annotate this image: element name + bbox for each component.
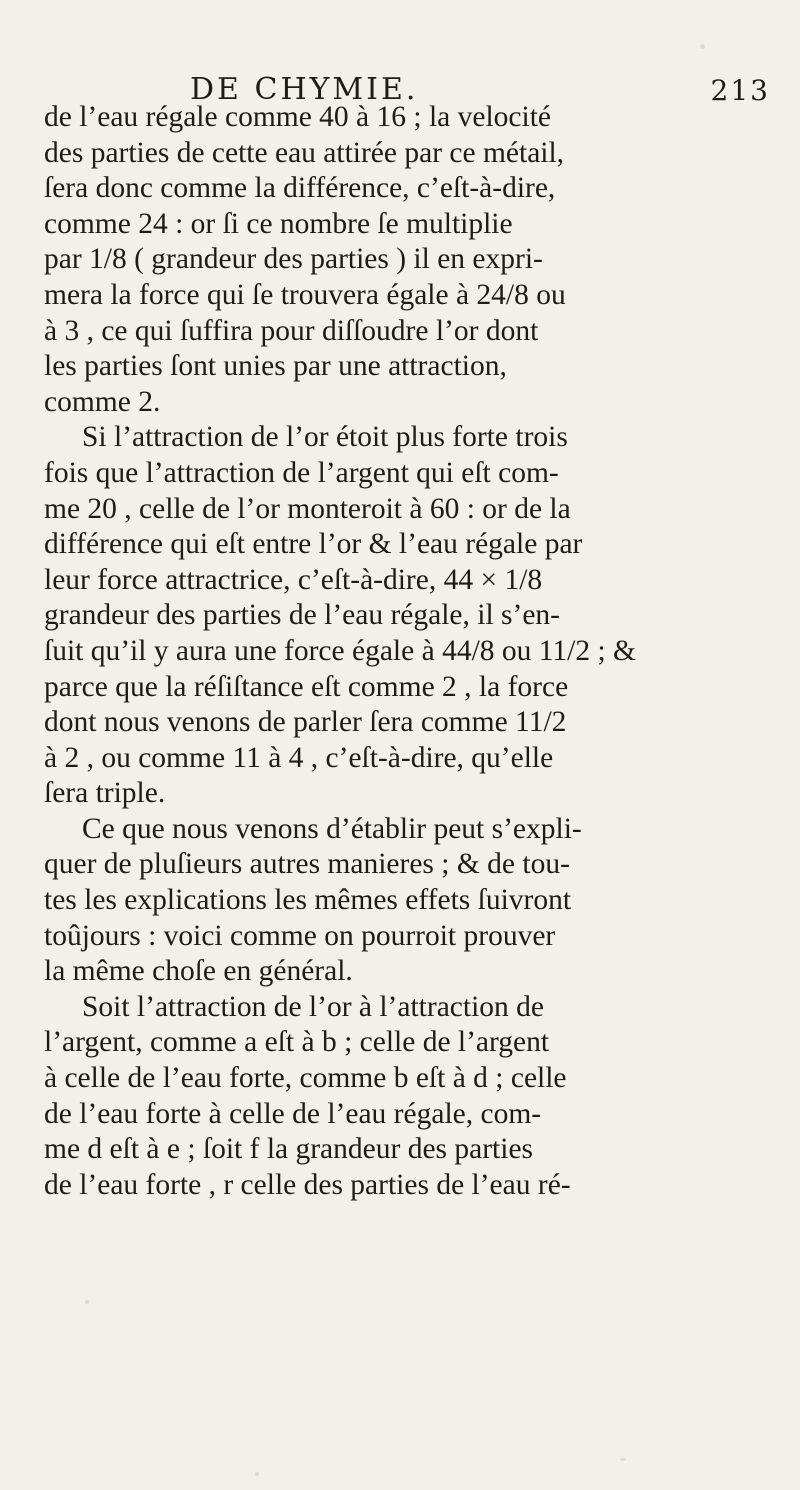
text-line: grandeur des parties de l’eau régale, il s’en- bbox=[44, 599, 561, 632]
text-line: parce que la réſiſtance eſt comme 2 , la force bbox=[44, 670, 569, 703]
text-line: de l’eau régale comme 40 à 16 ; la velocité bbox=[44, 101, 552, 133]
paper-speck bbox=[255, 1472, 259, 1476]
text-line: de l’eau forte à celle de l’eau régale, com- bbox=[44, 1097, 542, 1130]
text-line: ſera donc comme la différence, c’eſt-à-dire, bbox=[44, 172, 556, 205]
text-line: ſuit qu’il y aura une force égale à 44/8 ou 11/2 ; & bbox=[44, 634, 637, 667]
text-line: à celle de l’eau forte, comme b eſt à d ; celle bbox=[44, 1062, 567, 1095]
paper-speck bbox=[620, 1458, 626, 1461]
text-line: à 2 , ou comme 11 à 4 , c’eſt-à-dire, qu’elle bbox=[44, 741, 554, 774]
text-line: leur force attractrice, c’eſt-à-dire, 44 × 1/8 bbox=[44, 563, 543, 596]
text-line: me d eſt à e ; ſoit f la grandeur des parties bbox=[44, 1133, 534, 1166]
text-line: différence qui eſt entre l’or & l’eau régale par bbox=[44, 528, 583, 561]
paper-speck bbox=[85, 1300, 89, 1304]
text-line: mera la force qui ſe trouvera égale à 24/8 ou bbox=[44, 278, 566, 311]
text-line: dont nous venons de parler ſera comme 11/2 bbox=[44, 706, 567, 739]
text-line: l’argent, comme a eſt à b ; celle de l’argent bbox=[44, 1026, 550, 1059]
text-line: comme 2. bbox=[44, 385, 161, 418]
text-line: la même choſe en général. bbox=[44, 955, 353, 988]
text-line: des parties de cette eau attirée par ce métail, bbox=[44, 136, 565, 169]
text-line: comme 24 : or ſi ce nombre ſe multiplie bbox=[44, 207, 513, 240]
text-line: les parties ſont unies par une attraction, bbox=[44, 350, 507, 383]
text-line: me 20 , celle de l’or monteroit à 60 : or de la bbox=[44, 492, 571, 525]
text-line: à 3 , ce qui ſuffira pour diſſoudre l’or dont bbox=[44, 314, 539, 347]
text-line: fois que l’attraction de l’argent qui eſt com- bbox=[44, 456, 559, 489]
text-line: tes les explications les mêmes effets ſuivront bbox=[44, 884, 572, 917]
text-line: Ce que nous venons d’établir peut s’expli- bbox=[82, 812, 582, 845]
body-text bbox=[44, 100, 764, 1430]
text-line: par 1/8 ( grandeur des parties ) il en expri- bbox=[44, 243, 543, 276]
running-head: DE CHYMIE. bbox=[190, 72, 419, 107]
page-number: 213 bbox=[710, 74, 770, 107]
paper-speck bbox=[700, 44, 705, 49]
text-line: quer de pluſieurs autres manieres ; & de tou- bbox=[44, 848, 570, 881]
text-line: toûjours : voici comme on pourroit prouver bbox=[44, 919, 556, 952]
text-line: Soit l’attraction de l’or à l’attraction de bbox=[82, 990, 544, 1023]
text-line: ſera triple. bbox=[44, 777, 166, 810]
text-line: Si l’attraction de l’or étoit plus forte trois bbox=[82, 421, 568, 454]
text-line: de l’eau forte , r celle des parties de l’eau ré- bbox=[44, 1168, 571, 1201]
